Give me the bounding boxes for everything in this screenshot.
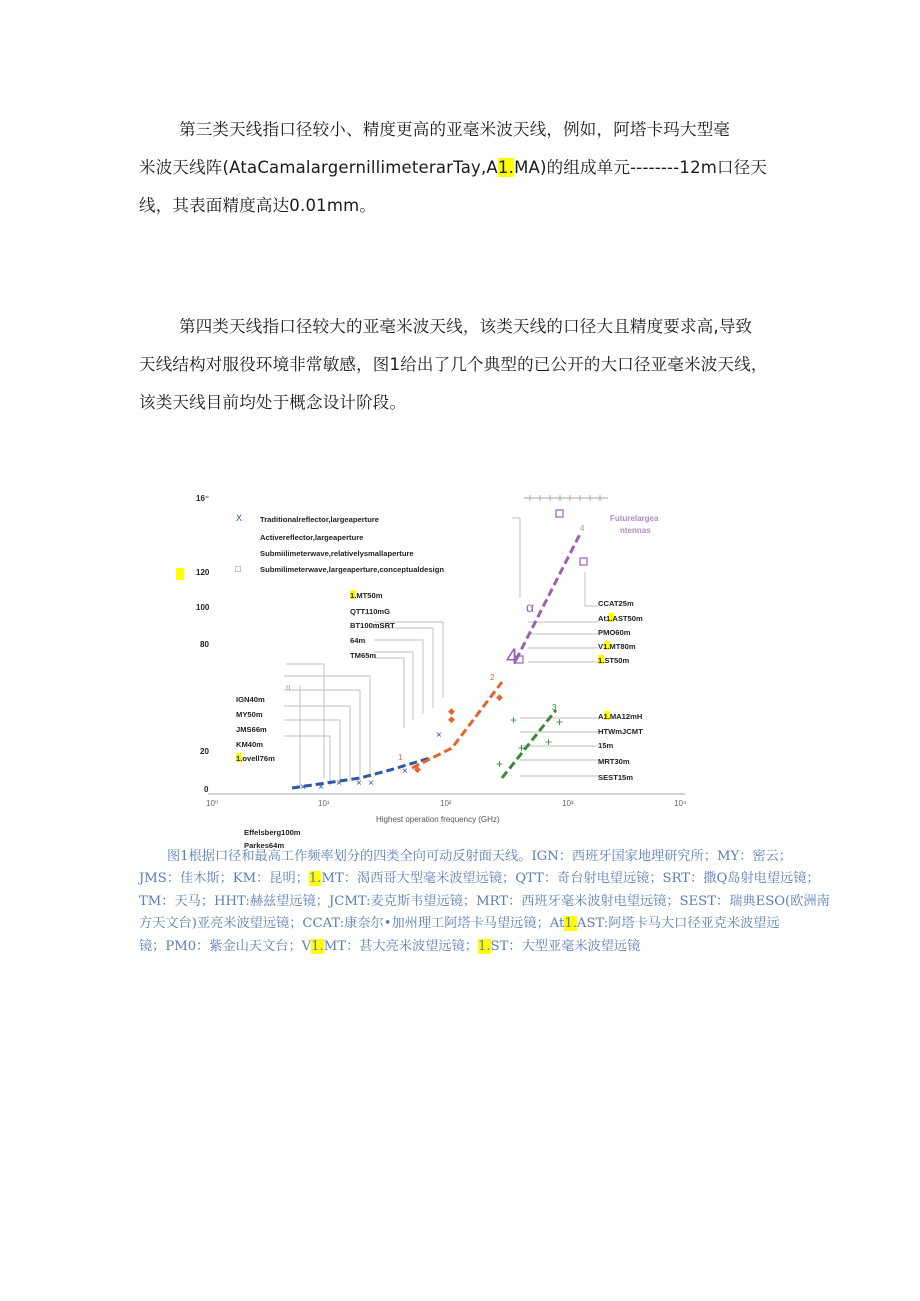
caption-line2-highlight: 1. <box>308 871 322 887</box>
rt-3: PMO60m <box>598 628 631 637</box>
legend <box>235 513 444 575</box>
y-axis-label-highlight <box>176 568 184 580</box>
x-tick-1: 10⁰ <box>206 799 219 808</box>
marker-diamond-3: ◆ <box>496 692 503 702</box>
marker-x-7: × <box>436 730 442 741</box>
caption-line4-highlight: 1. <box>564 916 577 932</box>
rt-4: V1.MT80m <box>598 642 636 651</box>
mid-5: TM65m <box>350 651 377 660</box>
rt-1: CCAT25m <box>598 599 634 608</box>
left-5: 1.ovell76m <box>236 754 275 763</box>
labels-right-top <box>598 599 643 665</box>
marker-square-1 <box>556 510 563 517</box>
alpha-mark: α <box>526 599 535 615</box>
caption-line5 <box>139 936 789 958</box>
y-tick-120: 120 <box>196 568 210 577</box>
figure-caption <box>139 846 830 958</box>
marker-plus-1: + <box>510 713 518 727</box>
p2-line3: 该类天线目前均处于概念设计阶段。 <box>139 393 407 412</box>
x-tick-2: 10¹ <box>318 799 330 808</box>
y-tick-20: 20 <box>200 747 209 756</box>
labels-right-bottom <box>598 711 643 782</box>
caption-line5-highlight: 1. <box>311 938 324 954</box>
legend-submm-small: Submiilimeterwave,relativelysmallaperture <box>260 549 414 558</box>
left-2: MY50m <box>236 710 263 719</box>
line-1-number: 1 <box>398 753 403 762</box>
caption-line2-a: JMS：佳木斯；KM：昆明； <box>139 871 309 887</box>
left-3: JMS66m <box>236 725 267 734</box>
caption-line5-b: MT：甚大亮米波望远镜； <box>323 938 478 954</box>
y-top-tick: 16⁻ <box>196 494 210 503</box>
rt-5: 1.ST50m <box>598 656 630 665</box>
labels-left <box>236 695 275 763</box>
marker-diamond-4: ◆ <box>414 764 421 774</box>
future-label-1: Futurelargea <box>610 514 659 523</box>
legend-submm-large: Submilimeterwave,largeaperture,conceptualdesign <box>260 565 444 574</box>
caption-line4-b: AST:阿塔卡马大口径亚克米波望远 <box>576 916 780 932</box>
marker-plus-3: + <box>545 735 553 749</box>
marker-x-3: × <box>336 778 342 789</box>
line-3-number: 3 <box>552 703 557 712</box>
marker-x-6: × <box>402 766 408 777</box>
figure-antenna-chart <box>190 488 710 848</box>
mid-3: BT100mSRT <box>350 621 395 630</box>
y-tick-80: 80 <box>200 640 209 649</box>
caption-line4-a: 方天文台)亚亮米波望远镜；CCAT:康奈尔•加州理工阿塔卡马望远镜；At <box>139 916 565 932</box>
p1-line2-b: MA)的组成单元--------12m口径天 <box>514 158 768 177</box>
marker-x-4: × <box>356 778 362 789</box>
p1-line1: 第三类天线指口径较小、精度更高的亚毫米波天线，例如，阿塔卡玛大型毫 <box>179 120 731 139</box>
legend-marker-square: □ <box>235 564 242 575</box>
marker-plus-2: + <box>518 741 526 755</box>
line-1-traditional <box>292 730 442 793</box>
bottom-2: Parkes64m <box>244 841 285 850</box>
rb-5: SEST15m <box>598 773 634 782</box>
p1-line2-a: 米波天线阵(AtaCamalargernillimeterarTay,A <box>139 158 498 177</box>
rb-1: A1.MA12mH <box>598 712 643 721</box>
legend-marker-x: X <box>236 513 243 523</box>
marker-square-2 <box>580 558 587 565</box>
left-4: KM40m <box>236 740 264 749</box>
line-3-submm-small <box>496 703 563 778</box>
big-4-mark: 4 <box>506 644 519 669</box>
rb-4: MRT30m <box>598 757 630 766</box>
marker-x-2: × <box>318 782 324 793</box>
rt-2: At1.AST50m <box>598 614 643 623</box>
marker-diamond-2: ◆ <box>448 714 455 724</box>
p1-line3: 线，其表面精度高达0.01mm。 <box>139 196 377 215</box>
line-4-submm-large <box>506 510 587 669</box>
legend-traditional: Traditionalreflector,largeaperture <box>260 515 380 524</box>
caption-line1: 图1根据口径和最高工作频率划分的四类全向可动反射面天线。IGN：西班牙国家地理研究所；MY：密云； <box>167 849 792 864</box>
line-2-number: 2 <box>490 673 495 682</box>
caption-line5-a: 镜；PM0：紫金山天文台；V <box>139 938 312 954</box>
caption-line4 <box>139 913 789 935</box>
caption-line2-b: MT：渴西哥大型毫米波望远镜；QTT：奇台射电望远镜；SRT：撒Q岛射电望远镜； <box>321 871 820 887</box>
caption-line5-highlight-2: 1. <box>477 938 491 954</box>
marker-plus-5: + <box>496 757 504 771</box>
mid-1: 1.MT50m <box>350 591 383 600</box>
left-1: IGN40m <box>236 695 265 704</box>
marker-plus-4: + <box>556 715 564 729</box>
p1-line2 <box>139 149 789 187</box>
p2-line1: 第四类天线指口径较大的亚毫米波天线，该类天线的口径大且精度要求高,导致 <box>179 317 753 336</box>
marker-x-1: × <box>300 782 306 793</box>
p2-line2: 天线结构对服役环境非常敏感，图1给出了几个典型的已公开的大口径亚毫米波天线， <box>139 355 768 374</box>
paragraph-fourth-class <box>139 308 789 422</box>
rb-3: 15m <box>598 741 614 750</box>
caption-line5-c: ST：大型亚毫米波望远镜 <box>490 938 641 954</box>
legend-active: Activereflector,largeaperture <box>260 533 364 542</box>
bottom-1: Effelsberg100m <box>244 828 301 837</box>
y-tick-0: 0 <box>204 785 209 794</box>
line-4-number: 4 <box>580 524 585 533</box>
rb-2: HTWmJCMT <box>598 727 643 736</box>
caption-line3: TM：天马；HHT:赫兹望远镜；JCMT:麦克斯韦望远镜；MRT：西班牙毫米波射电望远镜；SEST：瑞典ESO(欧洲南 <box>139 893 830 909</box>
labels-mid <box>350 590 395 660</box>
caption-line2 <box>139 868 820 890</box>
future-label-2: ntennas <box>620 526 651 535</box>
y-tick-100: 100 <box>196 603 210 612</box>
mid-2: QTT110mG <box>350 607 391 616</box>
marker-x-5: × <box>368 778 374 789</box>
p1-line2-highlight: 1. <box>497 158 515 177</box>
x-tick-5: 10⁴ <box>674 799 687 808</box>
paragraph-third-class <box>139 111 789 225</box>
mid-4: 64m <box>350 636 366 645</box>
marker-diamond-1: ◆ <box>448 706 455 716</box>
x-tick-4: 10³ <box>562 799 574 808</box>
x-axis-label: Highest operation frequency (GHz) <box>376 815 500 824</box>
n-mark: n <box>286 683 291 692</box>
x-tick-3: 10² <box>440 799 452 808</box>
